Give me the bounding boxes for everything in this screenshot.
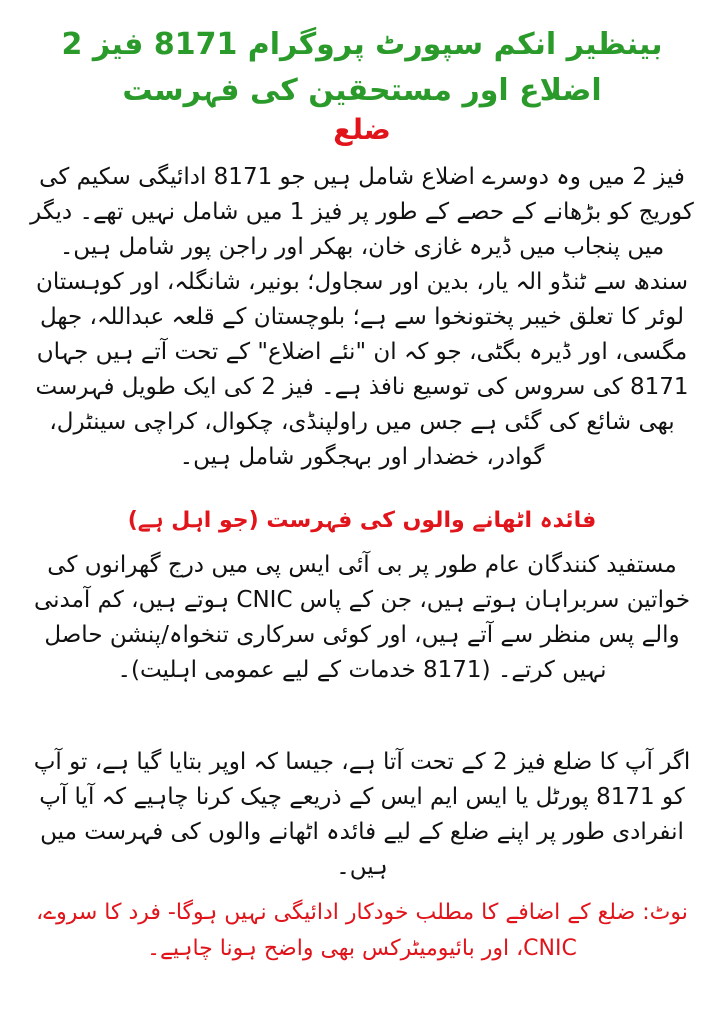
page-title: بینظیر انکم سپورٹ پروگرام 8171 فیز 2 اضلاع اور مستحقین کی فہرست	[61, 27, 663, 108]
paragraph-check-instructions: اگر آپ کا ضلع فیز 2 کے تحت آتا ہے، جیسا کہ اوپر بتایا گیا ہے، تو آپ کو 8171 پورٹل یا ایس ایم ایس کے ذریعے چیک کرنا چاہیے کہ آیا آپ انفرادی طور پر اپنے ضلع کے لیے فائدہ اٹھانے والوں کی فہرست میں ہیں۔	[33, 749, 691, 880]
paragraph-eligibility: مستفید کنندگان عام طور پر بی آئی ایس پی میں درج گھرانوں کی خواتین سربراہان ہوتے ہیں، جن کے پاس CNIC ہوتے ہیں، کم آمدنی والے پس منظر سے آتے ہیں، اور کوئی سرکاری تنخواہ/پنشن حاصل نہیں کرتے۔ (8171 خدمات کے لیے عمومی اہلیت)۔	[33, 552, 691, 683]
section-heading-district: ضلع	[333, 113, 391, 146]
beneficiaries-heading: فائدہ اٹھانے والوں کی فہرست (جو اہل ہے)	[127, 508, 597, 533]
paragraph-phase2-districts: فیز 2 میں وہ دوسرے اضلاع شامل ہیں جو 8171 ادائیگی سکیم کی کوریج کو بڑھانے کے حصے کے طور پر فیز 1 میں شامل نہیں تھے۔ دیگر میں پنجاب میں ڈیرہ غازی خان، بھکر اور راجن پور شامل ہیں۔ سندھ سے ٹنڈو الہ یار، بدین اور سجاول؛ بونیر، شانگلہ، اور کوہستان لوئر کا تعلق خیبر پختونخوا سے ہے؛ بلوچستان کے قلعہ عبداللہ، جھل مگسی، اور ڈیرہ بگٹی، جو کہ ان "نئے اضلاع" کے تحت آتے ہیں جہاں 8171 کی سروس کی توسیع نافذ ہے۔ فیز 2 کی ایک طویل فہرست بھی شائع کی گئی ہے جس میں راولپنڈی، چکوال، کراچی سینٹرل، گوادر، خضدار اور بہجگور شامل ہیں۔	[30, 164, 694, 470]
note-text: نوٹ: ضلع کے اضافے کا مطلب خودکار ادائیگی نہیں ہوگا- فرد کا سروے، CNIC، اور بائیومیٹرکس بھی واضح ہونا چاہیے۔	[36, 900, 688, 961]
